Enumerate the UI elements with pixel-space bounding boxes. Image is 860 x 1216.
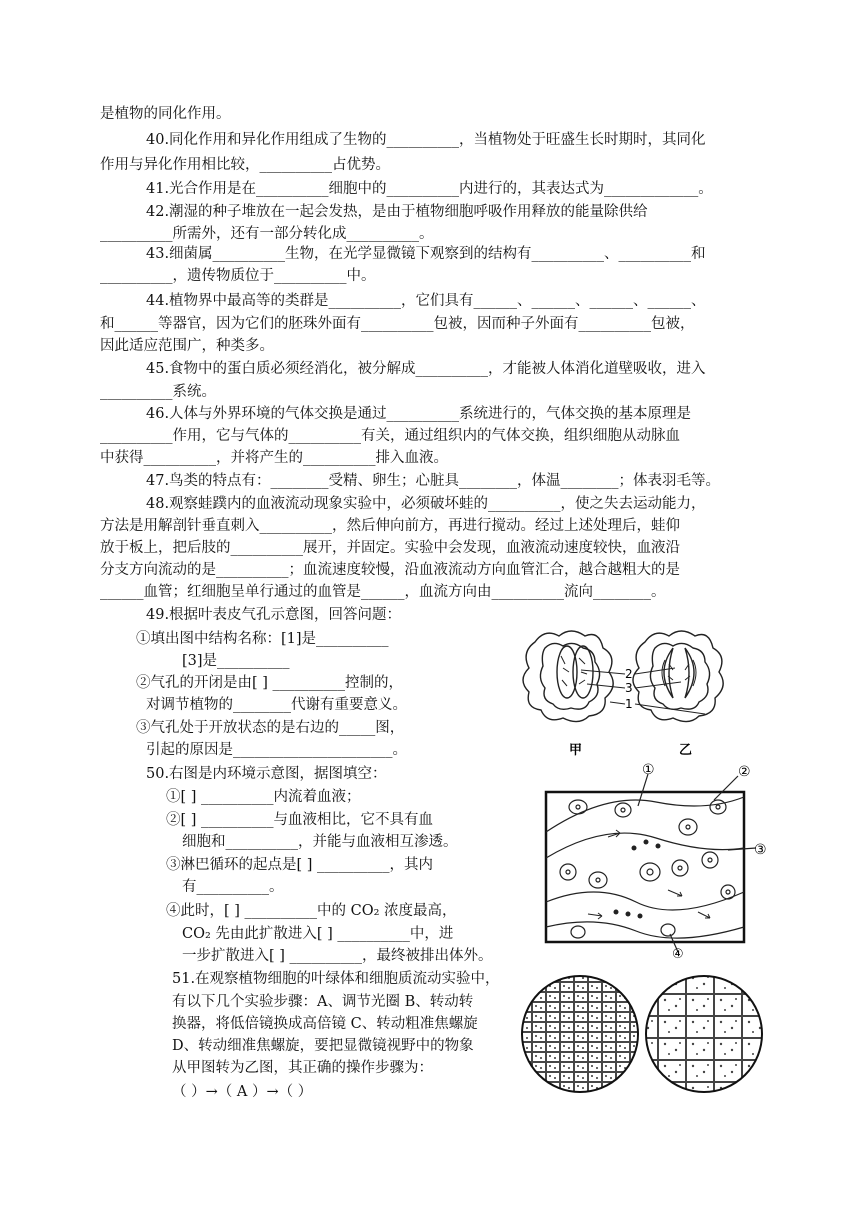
line-25: ②气孔的开闭是由[ ] __________控制的， — [136, 675, 404, 691]
line-23: ①填出图中结构名称：[1]是__________ — [136, 631, 389, 647]
line-9: 和______等器官，因为它们的胚珠外面有__________包被，因而种子外面有__________包被， — [100, 316, 695, 332]
line-42: 从甲图转为乙图，其正确的操作步骤为： — [172, 1060, 433, 1076]
line-q51: 51.在观察植物细胞的叶绿体和细胞质流动实验中， — [172, 971, 500, 987]
line-43: （ ）→（ A ）→（ ） — [172, 1084, 313, 1100]
line-15: 中获得__________，并将产生的__________排入血液。 — [100, 450, 448, 466]
callout-2-circled: ② — [738, 764, 751, 780]
line-24: [3]是__________ — [182, 653, 290, 669]
line-19: 放于板上，把后肢的__________展开，并固定。实验中会发现，血液流动速度较快，血液沿 — [100, 540, 680, 556]
line-28: 引起的原因是______________________。 — [146, 742, 407, 758]
line-10: 因此适应范围广，种类多。 — [100, 338, 274, 354]
line-q41: 41.光合作用是在__________细胞中的__________内进行的，其表达式为_____________。 — [146, 181, 713, 197]
line-q46: 46.人体与外界环境的气体交换是通过__________系统进行的，气体交换的基本原理是 — [146, 406, 692, 422]
stomata-right-label: 乙 — [679, 743, 693, 758]
line-q47: 47.鸟类的特点有：________受精、卵生；心脏具________，体温________；体表羽毛等。 — [146, 473, 721, 489]
line-21: ______血管；红细胞呈单行通过的血管是______，血流方向由__________流向________。 — [100, 584, 666, 600]
line-20: 分支方向流动的是__________；血流速度较慢，沿血液流动方向血管汇合，越合越粗大的是 — [100, 562, 680, 578]
stomata-figure — [515, 622, 745, 762]
callout-4-circled: ④ — [672, 947, 684, 960]
line-q40: 40.同化作用和异化作用组成了生物的__________，当植物处于旺盛生长时期时，其同化 — [146, 132, 706, 148]
line-q45: 45.食物中的蛋白质必须经消化，被分解成__________，才能被人体消化道壁吸收，进入 — [146, 361, 706, 377]
internal-environment-figure — [538, 762, 770, 960]
line-37: 一步扩散进入[ ] __________，最终被排出体外。 — [182, 948, 493, 964]
line-26: 对调节植物的________代谢有重要意义。 — [146, 697, 407, 713]
line-5: __________所需外，还有一部分转化成__________。 — [100, 226, 434, 242]
line-q49: 49.根据叶表皮气孔示意图，回答问题： — [146, 607, 402, 623]
line-41: D、转动细准焦螺旋，要把显微镜视野中的物象 — [172, 1038, 474, 1054]
line-39: 有以下几个实验步骤：A、调节光圈 B、转动转 — [172, 994, 474, 1010]
callout-1: 1 — [625, 697, 633, 711]
line-36: CO₂ 先由此扩散进入[ ] __________中，进 — [182, 926, 454, 942]
line-31: ②[ ] __________与血液相比，它不具有血 — [166, 812, 434, 828]
line-q50: 50.右图是内环境示意图，据图填空： — [146, 766, 387, 782]
line-32: 细胞和__________，并能与血液相互渗透。 — [182, 834, 458, 850]
line-q48: 48.观察蛙蹼内的血液流动现象实验中，必须破坏蛙的__________，使之失去运动能力， — [146, 496, 706, 512]
line-34: 有__________。 — [182, 879, 284, 895]
callout-1-circled: ① — [642, 762, 655, 778]
line-27: ③气孔处于开放状态的是右边的_____图， — [136, 720, 405, 736]
line-40: 换器，将低倍镜换成高倍镜 C、转动粗准焦螺旋 — [172, 1016, 478, 1032]
callout-3: 3 — [625, 681, 633, 695]
line-18: 方法是用解剖针垂直刺入__________，然后伸向前方，再进行搅动。经过上述处理后，蛙仰 — [100, 518, 680, 534]
microscope-figure — [518, 972, 768, 1098]
callout-2: 2 — [625, 667, 633, 681]
microscope-view-high — [646, 976, 762, 1092]
line-7: __________，遗传物质位于__________中。 — [100, 268, 376, 284]
line-q42: 42.潮湿的种子堆放在一起会发热，是由于植物细胞呼吸作用释放的能量除供给 — [146, 204, 648, 220]
line-33: ③淋巴循环的起点是[ ] __________，其内 — [166, 857, 434, 873]
line-2: 作用与异化作用相比较，__________占优势。 — [100, 157, 390, 173]
microscope-view-low — [522, 976, 638, 1092]
callout-3-circled: ③ — [754, 842, 767, 858]
line-q43: 43.细菌属__________生物，在光学显微镜下观察到的结构有__________、__________和 — [146, 246, 706, 262]
line-35: ④此时，[ ] __________中的 CO₂ 浓度最高， — [166, 903, 457, 919]
stomata-left-label: 甲 — [569, 743, 583, 758]
line-0: 是植物的同化作用。 — [100, 106, 231, 122]
line-30: ①[ ] __________内流着血液； — [166, 789, 361, 805]
line-12: __________系统。 — [100, 384, 216, 400]
line-14: __________作用，它与气体的__________有关，通过组织内的气体交换，组织细胞从动脉血 — [100, 428, 680, 444]
line-q44: 44.植物界中最高等的类群是__________，它们具有______、______、______、______、 — [146, 293, 706, 309]
